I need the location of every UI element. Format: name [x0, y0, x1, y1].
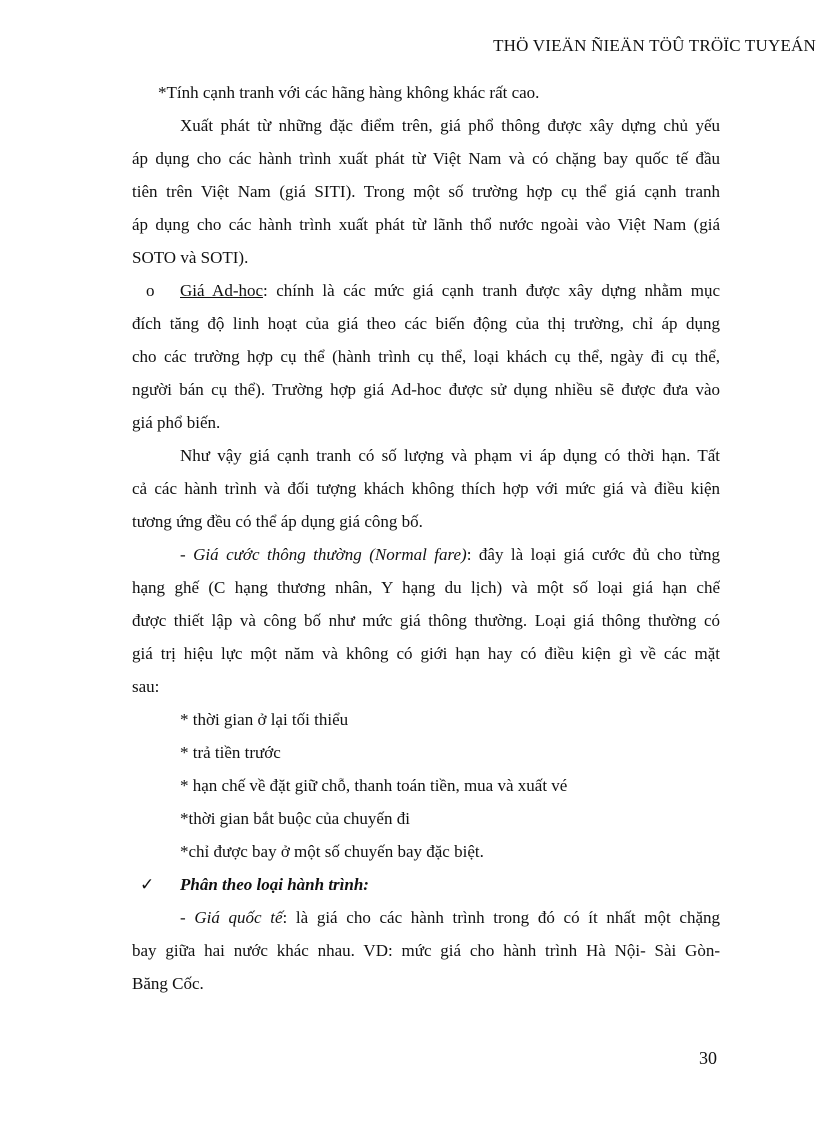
- text-line: người bán cụ thể). Trường hợp giá Ad-hoc được sử dụng nhiều sẽ được đưa vào: [132, 380, 720, 399]
- text-line: cho các trường hợp cụ thể (hành trình cụ thể, loại khách cụ thể, ngày đi cụ thể,: [132, 347, 720, 366]
- text-line: được thiết lập và công bố như mức giá thông thường. Loại giá thông thường có: [132, 611, 720, 630]
- text-line: SOTO và SOTI).: [132, 248, 249, 267]
- text-line: Như vậy giá cạnh tranh có số lượng và phạm vi áp dụng có thời hạn. Tất: [180, 446, 720, 465]
- text-line: giá trị hiệu lực một năm và không có giới hạn hay có điều kiện gì về các mặt: [132, 644, 720, 663]
- adhoc-term: Giá Ad-hoc: [180, 281, 264, 300]
- normal-fare-term: - Giá cước thông thường (Normal fare): [180, 545, 467, 564]
- text-line: cả các hành trình và đối tượng khách không thích hợp với mức giá và điều kiện: [132, 479, 720, 498]
- list-item: * thời gian ở lại tối thiểu: [180, 710, 349, 729]
- list-item: *thời gian bắt buộc của chuyến đi: [180, 809, 410, 828]
- text-line: giá phổ biến.: [132, 413, 221, 432]
- text-line: bay giữa hai nước khác nhau. VD: mức giá cho hành trình Hà Nội- Sài Gòn-: [132, 941, 720, 960]
- adhoc-first-line: [132, 274, 720, 307]
- paragraph-normal-fare: [132, 538, 720, 703]
- list-item: * trả tiền trước: [180, 743, 281, 762]
- list-item: * hạn chế về đặt giữ chỗ, thanh toán tiền, mua và xuất vé: [180, 776, 568, 795]
- adhoc-first-line-text: : chính là các mức giá cạnh tranh được xây dựng nhằm mục: [263, 281, 720, 300]
- intl-fare-term: - Giá quốc tế: [180, 908, 283, 927]
- intl-fare-first-line: [132, 901, 720, 934]
- text-line: tương ứng đều có thể áp dụng giá công bố.: [132, 512, 423, 531]
- paragraph-adhoc: [132, 274, 720, 439]
- page-number: 30: [699, 1048, 717, 1068]
- text-line: áp dụng cho các hành trình xuất phát từ lãnh thổ nước ngoài vào Việt Nam (giá: [132, 215, 720, 234]
- text-line: Xuất phát từ những đặc điểm trên, giá phổ thông được xây dựng chủ yếu: [180, 116, 720, 135]
- restriction-list: [132, 703, 720, 868]
- text-line: sau:: [132, 677, 160, 696]
- paragraph-summary: [132, 439, 720, 538]
- text-line: hạng ghế (C hạng thương nhân, Y hạng du lịch) và một số loại giá hạn chế: [132, 578, 720, 597]
- paragraph-common-fare: [132, 109, 720, 274]
- text-line: đích tăng độ linh hoạt của giá theo các biến động của thị trường, chỉ áp dụng: [132, 314, 720, 333]
- normal-fare-first-line: [132, 538, 720, 571]
- intl-fare-first-line-text: : là giá cho các hành trình trong đó có ít nhất một chặng: [282, 908, 720, 927]
- page-header: THÖ VIEÄN ÑIEÄN TÖÛ TRÖÏC TUYEÁN: [493, 36, 816, 55]
- document-body: [132, 76, 720, 1000]
- paragraph-international-fare: [132, 901, 720, 1000]
- text-line: tiên trên Việt Nam (giá SITI). Trong một số trường hợp cụ thể giá cạnh tranh: [132, 182, 720, 201]
- paragraph-competitiveness: *Tính cạnh tranh với các hãng hàng không khác rất cao.: [158, 83, 540, 102]
- list-item: *chỉ được bay ở một số chuyến bay đặc biệt.: [180, 842, 484, 861]
- section-heading: [132, 868, 720, 901]
- text-line: Băng Cốc.: [132, 974, 204, 993]
- section-title: Phân theo loại hành trình:: [180, 875, 369, 894]
- circle-bullet-icon: o: [146, 281, 155, 300]
- checkmark-icon: ✓: [140, 875, 155, 894]
- normal-fare-first-line-text: : đây là loại giá cước đủ cho từng: [466, 545, 720, 564]
- text-line: áp dụng cho các hành trình xuất phát từ Việt Nam và có chặng bay quốc tế đầu: [132, 149, 720, 168]
